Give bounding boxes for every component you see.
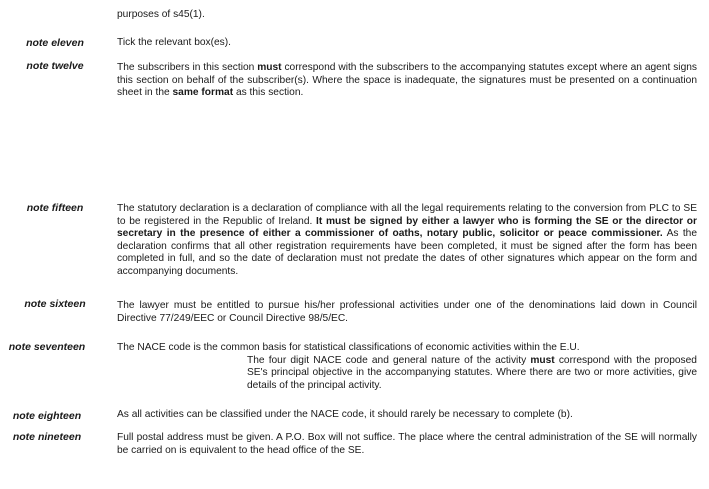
note-nineteen-text [117, 432, 697, 457]
note-sixteen-text [117, 300, 697, 325]
note-eighteen-label: note eighteen [12, 410, 82, 422]
note-fifteen-text-part: The statutory declaration is a declaration of compliance with all the legal requirements relating to the conversion from PLC to SE to be registered in the Republic of Ireland. [117, 203, 697, 227]
note-twelve-text-part: The subscribers in this section [117, 62, 258, 73]
note-twelve-text [117, 62, 697, 100]
note-eighteen-text [117, 409, 697, 422]
note-seventeen-text [117, 342, 697, 392]
note-seventeen-indented-line [117, 355, 697, 393]
note-sixteen-text-part: The lawyer must be entitled to pursue his/her professional activities under one of the denominations laid down in Council Directive 77/249/EEC or Council Directive 98/5/EC. [117, 300, 697, 324]
note-eleven-text [117, 37, 697, 50]
note-seventeen-label: note seventeen [8, 341, 86, 353]
top-fragment-text: purposes of s45(1). [117, 9, 205, 20]
note-nineteen-text-part: Full postal address must be given. A P.O. Box will not suffice. The place where the central administration of the SE will normally be carried on is equivalent to the head office of the SE. [117, 432, 697, 456]
note-sixteen-label: note sixteen [24, 298, 86, 310]
note-nineteen-label: note nineteen [12, 431, 82, 443]
note-fifteen-emphasis: It must be signed by either a lawyer who is forming the SE or the director or secretary in the presence of either a commissioner of oaths, notary public, solicitor or peace commissioner. [117, 215, 697, 240]
note-seventeen-text-part: The NACE code is the common basis for statistical classifications of economic activities within the E.U. [117, 342, 580, 353]
note-seventeen-text-part: The four digit NACE code and general nature of the activity [247, 354, 531, 366]
note-twelve-emphasis: same format [172, 87, 234, 99]
note-twelve-emphasis: must [257, 62, 282, 73]
note-twelve-label: note twelve [26, 60, 84, 72]
note-eighteen-text-part: As all activities can be classified under the NACE code, it should rarely be necessary to complete (b). [117, 409, 573, 420]
note-fifteen-label: note fifteen [26, 202, 84, 214]
note-fifteen-text-part: As the declaration confirms that all other registration requirements have been completed, it must be signed after the form has been completed in full, and so the date of declaration must not predate the dates of other signatures which appear on the form and accompanying documents. [117, 228, 698, 277]
note-twelve-text-part: correspond with the subscribers to the accompanying statutes except where an agent signs this section on behalf of the subscriber(s). Where the space is inadequate, the signatures must be presented on a continuation sheet in the [117, 62, 698, 99]
note-seventeen-text-part: correspond with the proposed SE's principal objective in the accompanying statutes. Where there are two or more activities, give details of the principal activity. [247, 354, 697, 391]
note-seventeen-emphasis: must [530, 354, 555, 366]
note-twelve-text-part: as this section. [233, 87, 304, 99]
note-eleven-label: note eleven [26, 37, 84, 49]
note-fifteen-text [117, 203, 697, 279]
note-eleven-text-part: Tick the relevant box(es). [117, 37, 231, 48]
